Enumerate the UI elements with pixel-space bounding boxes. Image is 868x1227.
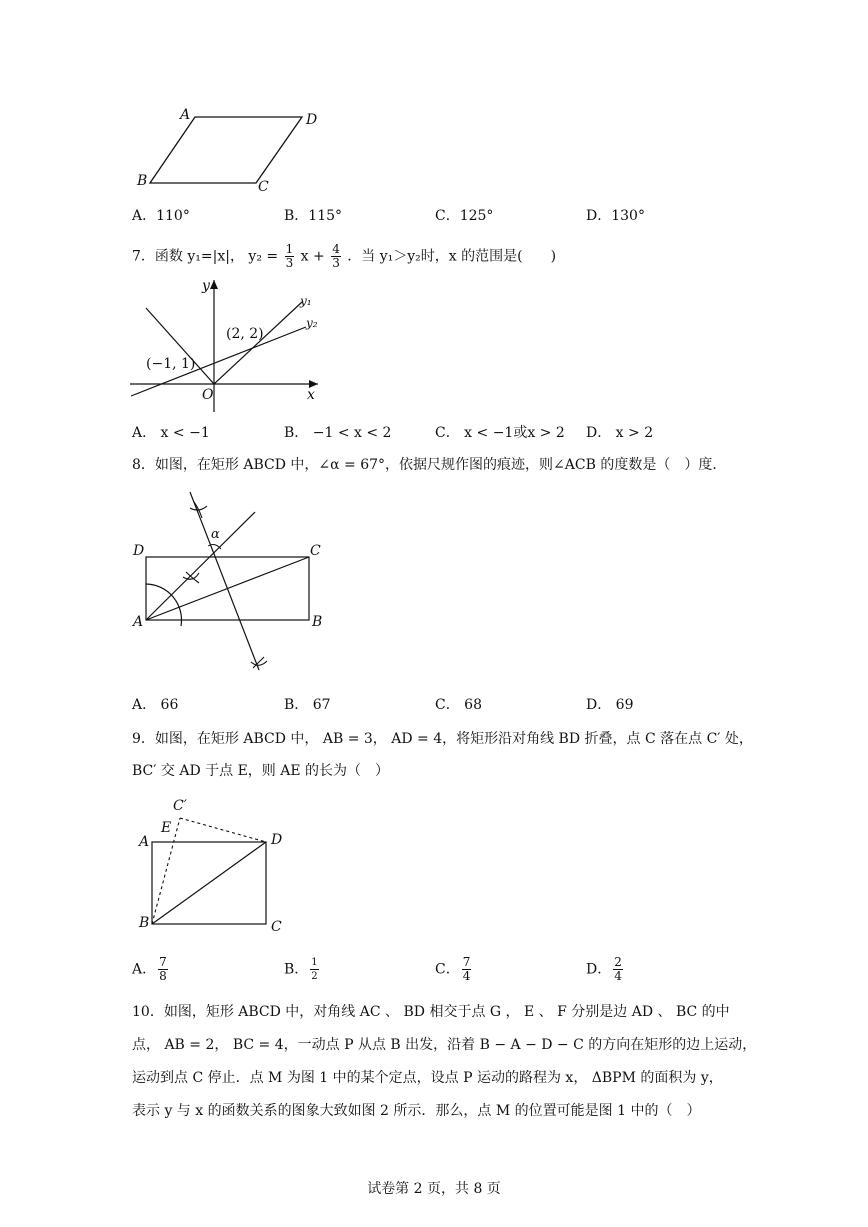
q9-point-e-label: E (161, 820, 172, 836)
q7-fraction-2: $\frac{4}{3}$ (332, 242, 340, 270)
q6-option-b[interactable]: B．115° (284, 208, 343, 224)
q7-point-neg1-1: (−1, 1) (146, 356, 196, 372)
q7-point-2-2: (2, 2) (226, 326, 264, 342)
q7-suffix: ．当 y₁＞y₂时，x 的范围是( ) (347, 248, 557, 265)
vertex-b-label: B (137, 173, 148, 189)
q9-vertex-a-label: A (139, 834, 150, 850)
q9-vertex-b-label: B (139, 915, 150, 931)
q8-figure (0, 480, 868, 690)
q7-origin-label: O (202, 387, 214, 403)
q8-vertex-c-label: C (310, 543, 321, 559)
q9-stem-line-1: 9．如图，在矩形 ABCD 中， AB = 3， AD = 4，将矩形沿对角线 BD 折叠，点 C 落在点 C′ 处， (132, 731, 753, 747)
q10-line-3: 运动到点 C 停止．点 M 为图 1 中的某个定点，设点 P 运动的路程为 x， ΔBPM 的面积为 y， (132, 1070, 723, 1086)
q9-option-a[interactable]: A． $\frac{7}{8}$ (132, 955, 167, 983)
vertex-a-label: A (180, 107, 191, 123)
q7-axis-y-label: y (202, 278, 210, 294)
q7-y2-lead: y₂ = (248, 248, 279, 265)
q9-vertex-d-label: D (271, 832, 283, 848)
q7-y1-expression: y₁=|x|， (187, 248, 244, 265)
q8-vertex-a-label: A (133, 614, 144, 630)
q8-vertex-b-label: B (312, 614, 323, 630)
q7-graph (0, 270, 868, 420)
q9-option-c[interactable]: C． $\frac{7}{4}$ (435, 955, 471, 983)
q7-option-c[interactable]: C． x < −1或x > 2 (435, 425, 565, 441)
q9-stem-line-2: BC′ 交 AD 于点 E，则 AE 的长为（ ） (132, 763, 390, 779)
q8-option-d[interactable]: D． 69 (586, 697, 634, 713)
parallelogram-figure (0, 0, 868, 200)
q8-option-c[interactable]: C． 68 (435, 697, 482, 713)
q8-option-a[interactable]: A． 66 (132, 697, 179, 713)
q8-alpha-label: α (211, 527, 220, 542)
q8-vertex-d-label: D (133, 543, 145, 559)
q10-line-1: 10．如图，矩形 ABCD 中，对角线 AC 、 BD 相交于点 G ， E 、 F 分别是边 AD 、 BC 的中 (132, 1004, 730, 1020)
q6-option-a[interactable]: A．110° (132, 208, 190, 224)
q7-fraction-1: $\frac{1}{3}$ (285, 242, 294, 270)
q7-stem (132, 243, 556, 270)
q9-option-b[interactable]: B． $\frac{1}{2}$ (284, 957, 318, 982)
q8-stem: 8．如图，在矩形 ABCD 中，∠α = 67°，依据尺规作图的痕迹，则∠ACB 的度数是（ ）度． (132, 457, 727, 473)
vertex-c-label: C (258, 179, 269, 195)
q7-y2-label: y₂ (306, 316, 318, 330)
q7-option-a[interactable]: A． x < −1 (132, 425, 210, 441)
q7-prefix: 7．函数 (132, 248, 183, 265)
q7-x-plus: x + (300, 248, 325, 265)
q7-option-d[interactable]: D． x > 2 (586, 425, 654, 441)
q7-y1-label: y₁ (300, 294, 312, 308)
q10-line-4: 表示 y 与 x 的函数关系的图象大致如图 2 所示．那么，点 M 的位置可能是图 1 中的（ ） (132, 1103, 701, 1119)
q6-option-c[interactable]: C．125° (435, 208, 494, 224)
q6-option-d[interactable]: D．130° (586, 208, 645, 224)
q10-line-2: 点， AB = 2， BC = 4，一动点 P 从点 B 出发，沿着 B − A − D − C 的方向在矩形的边上运动， (132, 1037, 757, 1053)
q7-axis-x-label: x (307, 387, 315, 403)
q9-figure (0, 800, 868, 940)
q7-option-b[interactable]: B． −1 < x < 2 (284, 425, 392, 441)
q9-c-prime-label: C′ (173, 798, 187, 814)
vertex-d-label: D (306, 112, 318, 128)
q8-option-b[interactable]: B． 67 (284, 697, 331, 713)
q9-vertex-c-label: C (271, 919, 282, 935)
q9-option-d[interactable]: D． $\frac{2}{4}$ (586, 955, 622, 983)
page-footer: 试卷第 2 页，共 8 页 (367, 1181, 501, 1197)
